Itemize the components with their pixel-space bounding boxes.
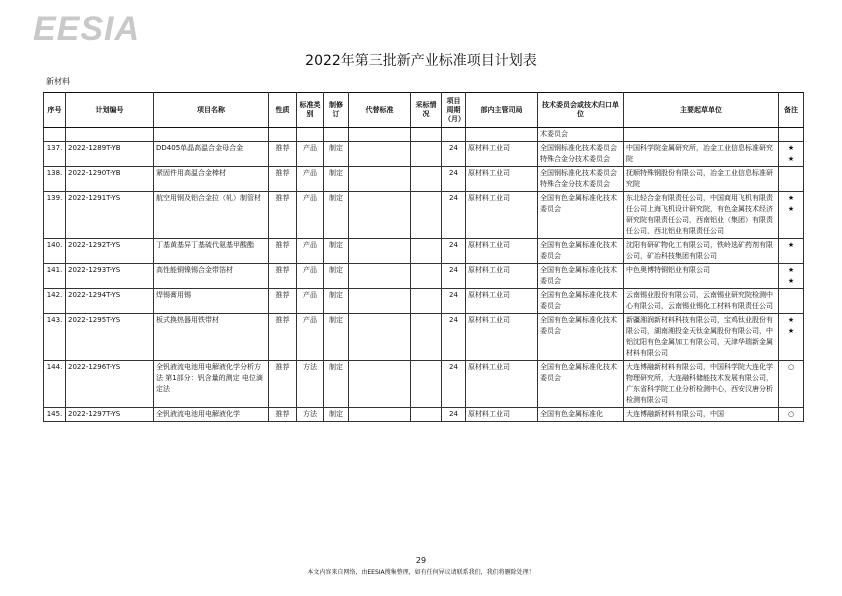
cell-category: 产品 xyxy=(297,142,324,167)
cell-no: 138. xyxy=(44,167,66,192)
cell-name: 航空用钢及铝合金拉（轧）制管材 xyxy=(154,192,269,239)
cell-nature: 推荐 xyxy=(269,264,297,289)
cell-committee: 全国有色金属标准化技术委员会 xyxy=(538,361,624,408)
cell-category: 产品 xyxy=(297,314,324,361)
continued-committee-cell: 术委员会 xyxy=(538,128,624,142)
cell-no: 144. xyxy=(44,361,66,408)
cell-adopt xyxy=(411,289,442,314)
cell-committee: 全国钢标准化技术委员会特殊合金分技术委员会 xyxy=(538,167,624,192)
cell-name: DD405单晶高温合金母合金 xyxy=(154,142,269,167)
cell-replace xyxy=(349,142,411,167)
cell-no: 143. xyxy=(44,314,66,361)
eesia-logo: EESIA xyxy=(33,10,141,48)
cell-period: 24 xyxy=(442,408,466,422)
cell-drafter: 大连博融新材料有限公司，中国科学院大连化学物理研究所，大连融科储能技术发展有限公司，广东省科学院工业分析检测中心，西安汉唐分析检测有限公司 xyxy=(624,361,779,408)
cell-period: 24 xyxy=(442,314,466,361)
cell-no: 142. xyxy=(44,289,66,314)
cell-adopt xyxy=(411,239,442,264)
cell-note: ○ xyxy=(779,361,804,408)
cell-revise: 制定 xyxy=(324,264,349,289)
cell-name: 全钒液流电池用电解液化学 xyxy=(154,408,269,422)
cell-note: ★ ★ xyxy=(779,192,804,239)
table-row xyxy=(44,289,804,314)
cell-revise: 制定 xyxy=(324,142,349,167)
column-header: 技术委员会或技术归口单位 xyxy=(538,93,624,128)
cell-replace xyxy=(349,264,411,289)
cell-committee: 全国有色金属标准化技术委员会 xyxy=(538,239,624,264)
cell-note: ★ ★ xyxy=(779,314,804,361)
cell-plan: 2022-1293T-YS xyxy=(66,264,154,289)
cell-note: ★ xyxy=(779,239,804,264)
cell-adopt xyxy=(411,408,442,422)
table-header-row xyxy=(44,93,804,128)
cell-committee: 全国有色金属标准化技术委员会 xyxy=(538,192,624,239)
cell-revise: 制定 xyxy=(324,192,349,239)
cell-nature: 推荐 xyxy=(269,239,297,264)
table-row xyxy=(44,167,804,192)
cell-no: 137. xyxy=(44,142,66,167)
cell-committee: 全国有色金属标准化 xyxy=(538,408,624,422)
table-row xyxy=(44,314,804,361)
cell-category: 产品 xyxy=(297,239,324,264)
cell-revise: 制定 xyxy=(324,289,349,314)
cell-note xyxy=(779,289,804,314)
page-title: 2022年第三批新产业标准项目计划表 xyxy=(305,53,537,69)
cell-period: 24 xyxy=(442,264,466,289)
cell-category: 产品 xyxy=(297,289,324,314)
cell-period: 24 xyxy=(442,142,466,167)
table-row xyxy=(44,192,804,239)
cell-name: 紧固件用高温合金棒材 xyxy=(154,167,269,192)
column-header: 项目周期（月） xyxy=(442,93,466,128)
cell-committee: 全国有色金属标准化技术委员会 xyxy=(538,289,624,314)
cell-revise: 制定 xyxy=(324,408,349,422)
cell-plan: 2022-1294T-YS xyxy=(66,289,154,314)
cell-drafter: 中色奥博特铜铝业有限公司 xyxy=(624,264,779,289)
column-header: 部内主管司局 xyxy=(466,93,538,128)
cell-replace xyxy=(349,408,411,422)
cell-dept: 原材料工业司 xyxy=(466,361,538,408)
cell-name: 焊锡膏用锡 xyxy=(154,289,269,314)
column-header: 计划编号 xyxy=(66,93,154,128)
cell-revise: 制定 xyxy=(324,239,349,264)
column-header: 序号 xyxy=(44,93,66,128)
cell-nature: 推荐 xyxy=(269,289,297,314)
cell-drafter: 中国科学院金属研究所，冶金工业信息标准研究院 xyxy=(624,142,779,167)
cell-dept: 原材料工业司 xyxy=(466,408,538,422)
cell-dept: 原材料工业司 xyxy=(466,314,538,361)
cell-replace xyxy=(349,361,411,408)
cell-adopt xyxy=(411,192,442,239)
cell-dept: 原材料工业司 xyxy=(466,142,538,167)
cell-adopt xyxy=(411,361,442,408)
table-row xyxy=(44,264,804,289)
cell-period: 24 xyxy=(442,239,466,264)
table-row xyxy=(44,142,804,167)
cell-drafter: 沈阳有研矿物化工有限公司，铁岭选矿药剂有限公司，矿冶科技集团有限公司 xyxy=(624,239,779,264)
cell-dept: 原材料工业司 xyxy=(466,289,538,314)
cell-drafter: 云南锡业股份有限公司，云南锡业研究院检测中心有限公司，云南锡业锡化工材料有限责任公司 xyxy=(624,289,779,314)
cell-plan: 2022-1296T-YS xyxy=(66,361,154,408)
column-header: 代替标准 xyxy=(349,93,411,128)
cell-category: 产品 xyxy=(297,192,324,239)
section-label: 新材料 xyxy=(46,77,70,86)
cell-category: 产品 xyxy=(297,167,324,192)
cell-plan: 2022-1295T-YS xyxy=(66,314,154,361)
cell-drafter: 东北轻合金有限责任公司，中国商用飞机有限责任公司上海飞机设计研究院，有色金属技术经济研究院有限责任公司，西南铝业（集团）有限责任公司，西北铝业有限责任公司 xyxy=(624,192,779,239)
column-header: 性质 xyxy=(269,93,297,128)
cell-committee: 全国钢标准化技术委员会特殊合金分技术委员会 xyxy=(538,142,624,167)
cell-nature: 推荐 xyxy=(269,408,297,422)
cell-replace xyxy=(349,314,411,361)
cell-plan: 2022-1290T-YB xyxy=(66,167,154,192)
column-header: 项目名称 xyxy=(154,93,269,128)
table-row xyxy=(44,239,804,264)
cell-committee: 全国有色金属标准化技术委员会 xyxy=(538,314,624,361)
cell-nature: 推荐 xyxy=(269,361,297,408)
cell-note: ○ xyxy=(779,408,804,422)
cell-adopt xyxy=(411,264,442,289)
standards-plan-table xyxy=(43,92,804,422)
table-row xyxy=(44,408,804,422)
cell-category: 产品 xyxy=(297,264,324,289)
page-number: 29 xyxy=(415,556,427,565)
cell-nature: 推荐 xyxy=(269,142,297,167)
cell-name: 丁基黄基异丁基硫代氨基甲酸酯 xyxy=(154,239,269,264)
cell-period: 24 xyxy=(442,167,466,192)
cell-replace xyxy=(349,192,411,239)
cell-plan: 2022-1292T-YS xyxy=(66,239,154,264)
cell-drafter: 新疆湘润新材料科技有限公司，宝鸡钛业股份有限公司，湖南湘投金天钛金属股份有限公司，中铝沈阳有色金属加工有限公司，天津华瑞新金属材料有限公司 xyxy=(624,314,779,361)
cell-adopt xyxy=(411,167,442,192)
cell-dept: 原材料工业司 xyxy=(466,167,538,192)
cell-revise: 制定 xyxy=(324,361,349,408)
cell-nature: 推荐 xyxy=(269,314,297,361)
table-row xyxy=(44,361,804,408)
cell-name: 全钒液流电池用电解液化学分析方法 第1部分：钒含量的测定 电位滴定法 xyxy=(154,361,269,408)
cell-dept: 原材料工业司 xyxy=(466,192,538,239)
cell-note: ★ ★ xyxy=(779,142,804,167)
cell-name: 高性能铜镍锡合金带箔材 xyxy=(154,264,269,289)
cell-revise: 制定 xyxy=(324,314,349,361)
cell-period: 24 xyxy=(442,361,466,408)
cell-category: 方法 xyxy=(297,408,324,422)
continued-row xyxy=(44,128,804,142)
cell-replace xyxy=(349,239,411,264)
footer-note: 本文内容来自网络，由EESIA搜集整理，如有任何异议请联系我们，我们将删除处理！ xyxy=(307,569,535,576)
column-header: 主要起草单位 xyxy=(624,93,779,128)
cell-adopt xyxy=(411,142,442,167)
cell-period: 24 xyxy=(442,192,466,239)
column-header: 制修订 xyxy=(324,93,349,128)
column-header: 备注 xyxy=(779,93,804,128)
cell-nature: 推荐 xyxy=(269,192,297,239)
cell-plan: 2022-1291T-YS xyxy=(66,192,154,239)
cell-no: 141. xyxy=(44,264,66,289)
cell-period: 24 xyxy=(442,289,466,314)
cell-adopt xyxy=(411,314,442,361)
cell-note: ★ ★ xyxy=(779,264,804,289)
cell-category: 方法 xyxy=(297,361,324,408)
cell-drafter: 大连博融新材料有限公司，中国 xyxy=(624,408,779,422)
cell-name: 板式换热器用铁带材 xyxy=(154,314,269,361)
cell-no: 140. xyxy=(44,239,66,264)
cell-dept: 原材料工业司 xyxy=(466,239,538,264)
column-header: 采标情况 xyxy=(411,93,442,128)
cell-no: 145. xyxy=(44,408,66,422)
column-header: 标准类别 xyxy=(297,93,324,128)
cell-note xyxy=(779,167,804,192)
cell-replace xyxy=(349,167,411,192)
cell-replace xyxy=(349,289,411,314)
cell-committee: 全国有色金属标准化技术委员会 xyxy=(538,264,624,289)
cell-plan: 2022-1297T-YS xyxy=(66,408,154,422)
cell-revise: 制定 xyxy=(324,167,349,192)
cell-no: 139. xyxy=(44,192,66,239)
cell-plan: 2022-1289T-YB xyxy=(66,142,154,167)
cell-drafter: 抚顺特殊钢股份有限公司，冶金工业信息标准研究院 xyxy=(624,167,779,192)
cell-nature: 推荐 xyxy=(269,167,297,192)
cell-dept: 原材料工业司 xyxy=(466,264,538,289)
